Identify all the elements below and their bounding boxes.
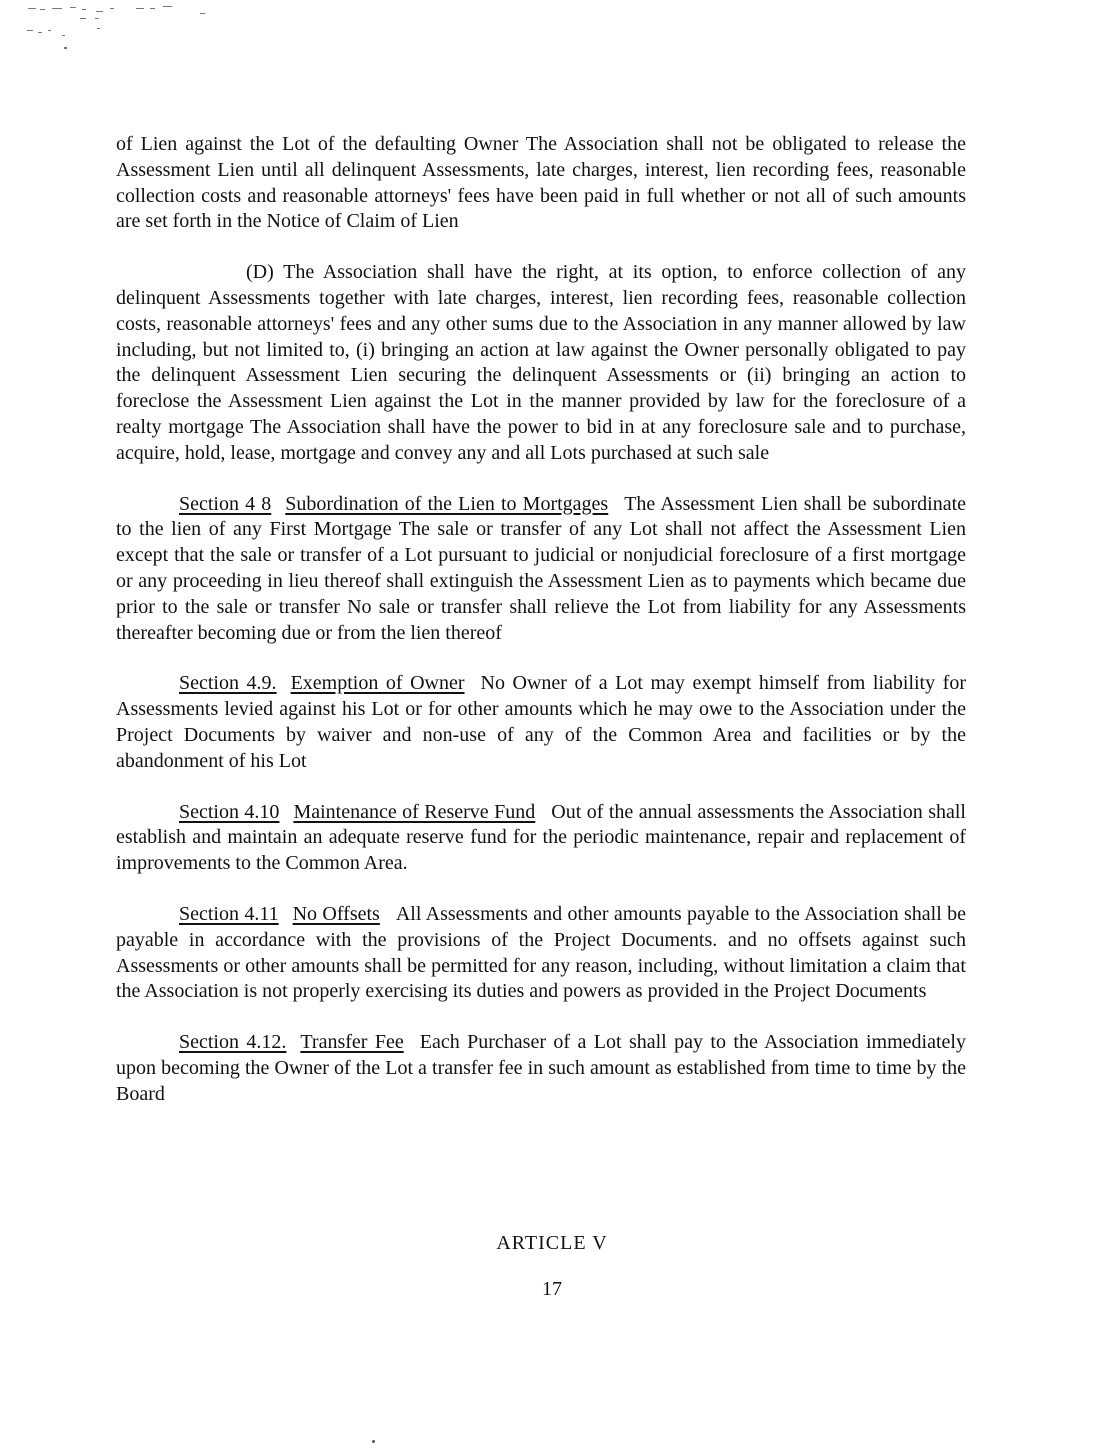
section-text: The Assessment Lien shall be subordinate to the lien of any First Mortgage The sale or transfer of any Lot shall not affect the Assessment Lien except that the sale or transfer of a Lot pursuant to judicial or nonjudicial foreclosure of a first mortgage or any proceeding in lieu thereof shall extinguish the Assessment Lien as to payments which became due prior to the sale or transfer No sale or transfer shall relieve the Lot from liability for any Assessments thereafter becoming due or from the lien thereof [116,492,967,644]
section-text: Out of the annual assessments the Association shall establish and maintain an adequate reserve fund for the periodic maintenance, repair and replacement of improvements to the Common Area. [116,800,966,875]
section-4-11 [116,902,966,1005]
section-text: All Assessments and other amounts payable to the Association shall be payable in accordance with the provisions of the Project Documents. and no offsets against such Assessments or other amounts shall be permitted for any reason, including, without limitation a claim that the Association is not properly exercising its duties and powers as provided in the Project Documents [116,902,966,1003]
scan-specks [0,0,230,60]
section-number: Section 4.11 [179,902,279,925]
section-title: Maintenance of Reserve Fund [293,800,536,823]
section-title: Exemption of Owner [290,672,465,695]
section-4-10 [116,800,966,877]
section-4-8 [116,492,966,647]
section-number: Section 4 8 [179,492,272,515]
section-4-12 [116,1030,966,1107]
paragraph-lien-release: of Lien against the Lot of the defaulting Owner The Association shall not be obligated to release the Assessment Lien until all delinquent Assessments, late charges, interest, lien recording fees, reasonable collection costs and reasonable attorneys' fees have been paid in full whether or not all of such amounts are set forth in the Notice of Claim of Lien [116,133,966,233]
section-text: Each Purchaser of a Lot shall pay to the Association immediately upon becoming the Owner of the Lot a transfer fee in such amount as established from time to time by the Board [116,1031,966,1105]
section-number: Section 4.10 [179,800,280,823]
section-4-9 [116,671,966,774]
section-number: Section 4.12. [179,1031,287,1054]
article-heading: ARTICLE V [496,1232,608,1254]
section-number: Section 4.9. [179,672,277,695]
section-title: No Offsets [292,902,380,925]
section-title: Transfer Fee [300,1031,404,1054]
page-number: 17 [542,1278,562,1300]
section-title: Subordination of the Lien to Mortgages [285,492,609,515]
paragraph-d-collection: (D) The Association shall have the right, at its option, to enforce collection of any delinquent Assessments together with late charges, interest, lien recording fees, reasonable collection costs, reasonable attorneys' fees and any other sums due to the Association in any manner allowed by law including, but not limited to, (i) bringing an action at law against the Owner personally obligated to pay the delinquent Assessment Lien securing the delinquent Assessments or (ii) bringing an action to foreclose the Assessment Lien against the Lot in the manner provided by law for the foreclosure of a realty mortgage The Association shall have the power to bid in at any foreclosure sale and to purchase, acquire, hold, lease, mortgage and convey any and all Lots purchased at such sale [116,261,966,464]
section-text: No Owner of a Lot may exempt himself from liability for Assessments levied against his Lot or for other amounts which he may owe to the Association under the Project Documents by waiver and non-use of any of the Common Area and facilities or by the abandonment of his Lot [116,672,966,772]
document-body [116,132,966,1133]
scan-speck [372,1440,375,1443]
